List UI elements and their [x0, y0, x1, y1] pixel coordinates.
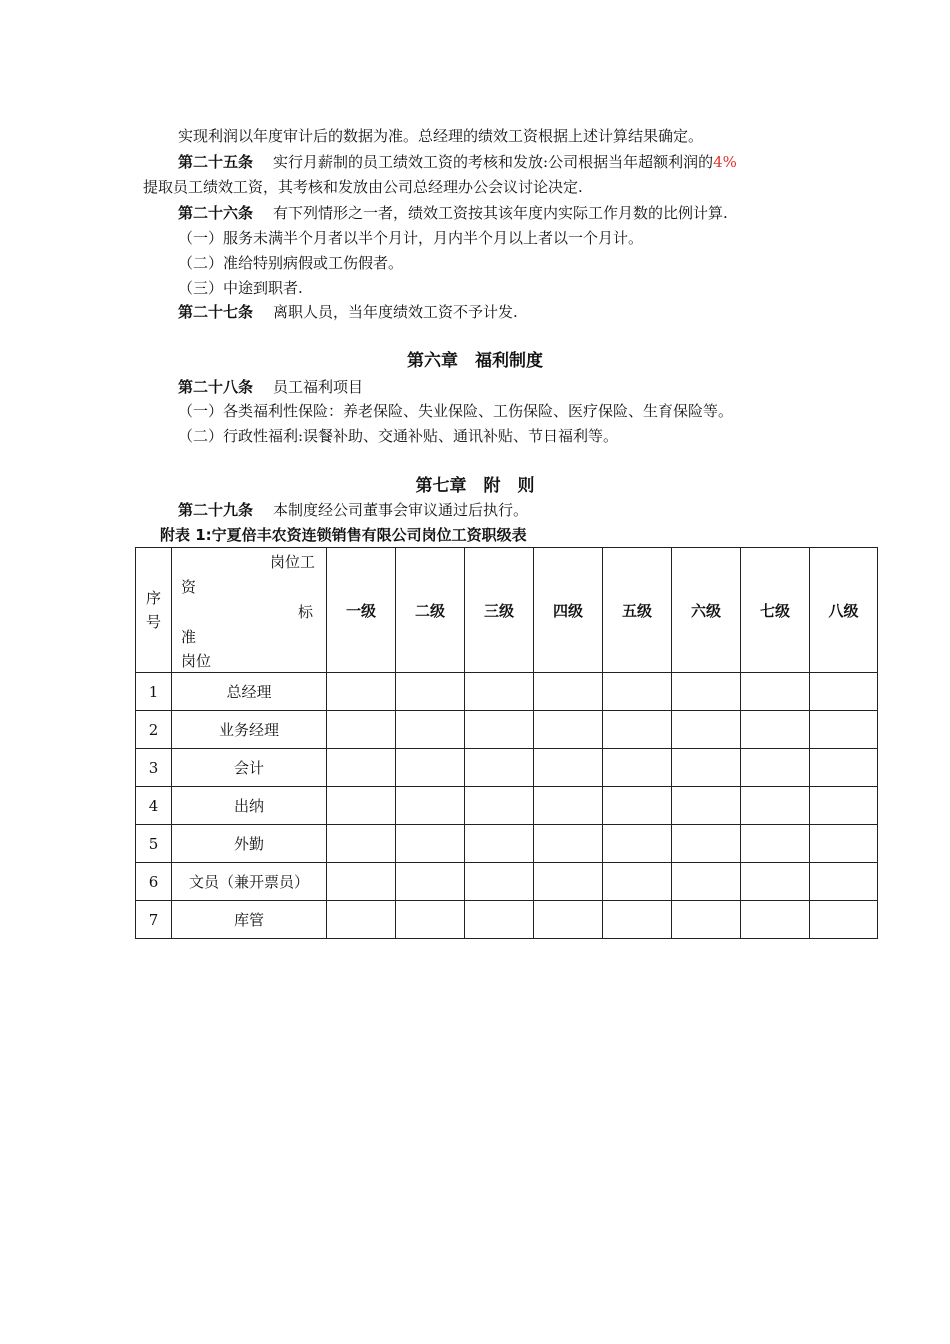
seq-header-line-2: 号 [145, 613, 161, 631]
grade-cell [672, 901, 741, 939]
grade-cell [672, 863, 741, 901]
diag-header-text-5: 岗位 [181, 652, 212, 670]
welfare-item-2 [178, 426, 618, 446]
diag-header-text-4: 准 [181, 628, 197, 646]
grade-cell [465, 787, 534, 825]
grade-cell [603, 787, 672, 825]
grade-cell [603, 749, 672, 787]
level-header: 七级 [741, 548, 810, 673]
grade-cell [327, 863, 396, 901]
post-name: 文员（兼开票员） [172, 863, 327, 901]
paragraph-text: 实现利润以年度审计后的数据为准。总经理的绩效工资根据上述计算结果确定。 [178, 127, 704, 145]
article-label: 第二十八条 [178, 378, 254, 396]
grade-cell [603, 711, 672, 749]
grade-cell [810, 901, 878, 939]
grade-cell [810, 863, 878, 901]
grade-cell [534, 673, 603, 711]
grade-cell [672, 749, 741, 787]
grade-cell [741, 711, 810, 749]
grade-cell [603, 901, 672, 939]
level-header: 六级 [672, 548, 741, 673]
level-header: 五级 [603, 548, 672, 673]
grade-cell [327, 711, 396, 749]
article-28 [178, 377, 363, 397]
grade-cell [741, 863, 810, 901]
item-text: （一）各类福利性保险：养老保险、失业保险、工伤保险、医疗保险、生育保险等。 [178, 402, 734, 420]
post-name: 出纳 [172, 787, 327, 825]
grade-cell [465, 749, 534, 787]
table-header-row [136, 548, 878, 673]
chapter-6-title: 第六章 福利制度 [407, 351, 543, 371]
grade-cell [396, 711, 465, 749]
row-number: 7 [136, 901, 172, 939]
table-row [136, 825, 878, 863]
grade-cell [534, 863, 603, 901]
seq-header-cell [136, 548, 172, 673]
item-text: （一）服务未满半个月者以半个月计，月内半个月以上者以一个月计。 [178, 229, 644, 247]
grade-cell [465, 711, 534, 749]
post-name: 总经理 [172, 673, 327, 711]
grade-cell [396, 787, 465, 825]
grade-cell [672, 787, 741, 825]
article-27 [178, 302, 518, 322]
article-text: 实行月薪制的员工绩效工资的考核和发放:公司根据当年超额利润的 [273, 153, 714, 171]
article-label: 第二十九条 [178, 501, 254, 519]
chapter-7-title: 第七章 附 则 [415, 476, 535, 496]
table-row [136, 673, 878, 711]
grade-cell [810, 711, 878, 749]
grade-cell [396, 749, 465, 787]
grade-cell [603, 673, 672, 711]
table-caption: 附表 1:宁夏倍丰农资连锁销售有限公司岗位工资职级表 [160, 526, 527, 544]
article-label: 第二十五条 [178, 153, 254, 171]
diag-header-text-3: 标 [298, 603, 314, 621]
level-header: 八级 [810, 548, 878, 673]
grade-cell [327, 787, 396, 825]
article-25 [178, 152, 737, 172]
grade-cell [672, 825, 741, 863]
grade-cell [534, 749, 603, 787]
item-text: （二）准给特别病假或工伤假者。 [178, 254, 404, 272]
salary-grade-table [135, 547, 878, 939]
grade-cell [465, 863, 534, 901]
table-row [136, 863, 878, 901]
level-header: 四级 [534, 548, 603, 673]
grade-cell [810, 673, 878, 711]
grade-cell [534, 901, 603, 939]
article-26-item-2 [178, 253, 403, 273]
table-row [136, 901, 878, 939]
grade-cell [603, 825, 672, 863]
grade-cell [327, 901, 396, 939]
grade-cell [465, 673, 534, 711]
article-29 [178, 500, 528, 520]
article-text: 有下列情形之一者，绩效工资按其该年度内实际工作月数的比例计算. [273, 204, 728, 222]
grade-cell [465, 901, 534, 939]
grade-cell [672, 711, 741, 749]
post-name: 库管 [172, 901, 327, 939]
paragraph-profit-basis [178, 126, 703, 146]
level-header: 三级 [465, 548, 534, 673]
post-name: 外勤 [172, 825, 327, 863]
diag-header-text-2: 资 [181, 578, 197, 596]
grade-cell [741, 749, 810, 787]
grade-cell [603, 863, 672, 901]
grade-cell [396, 673, 465, 711]
row-number: 5 [136, 825, 172, 863]
grade-cell [396, 901, 465, 939]
grade-cell [741, 825, 810, 863]
percent-value: 4% [713, 153, 737, 171]
grade-cell [396, 863, 465, 901]
welfare-item-1 [178, 401, 733, 421]
grade-cell [534, 711, 603, 749]
grade-cell [327, 749, 396, 787]
diag-header-text-1: 岗位工 [270, 553, 316, 571]
article-26-item-3 [178, 278, 303, 298]
diagonal-header-cell [172, 548, 327, 673]
article-label: 第二十六条 [178, 204, 254, 222]
grade-cell [741, 673, 810, 711]
table-row [136, 711, 878, 749]
row-number: 1 [136, 673, 172, 711]
grade-cell [327, 825, 396, 863]
post-name: 会计 [172, 749, 327, 787]
article-26-item-1 [178, 228, 643, 248]
row-number: 4 [136, 787, 172, 825]
row-number: 2 [136, 711, 172, 749]
table-row [136, 749, 878, 787]
level-header: 二级 [396, 548, 465, 673]
item-text: （二）行政性福利:误餐补助、交通补贴、通讯补贴、节日福利等。 [178, 427, 619, 445]
article-text: 提取员工绩效工资，其考核和发放由公司总经理办公会议讨论决定. [143, 178, 583, 196]
article-26 [178, 203, 728, 223]
level-header: 一级 [327, 548, 396, 673]
article-text: 本制度经公司董事会审议通过后执行。 [273, 501, 529, 519]
grade-cell [396, 825, 465, 863]
grade-cell [465, 825, 534, 863]
grade-cell [534, 825, 603, 863]
grade-cell [741, 901, 810, 939]
seq-header-line-1: 序 [145, 589, 161, 607]
grade-cell [810, 749, 878, 787]
grade-cell [534, 787, 603, 825]
article-text: 离职人员，当年度绩效工资不予计发. [273, 303, 518, 321]
article-text: 员工福利项目 [273, 378, 364, 396]
grade-cell [810, 787, 878, 825]
item-text: （三）中途到职者. [178, 279, 303, 297]
row-number: 6 [136, 863, 172, 901]
grade-cell [741, 787, 810, 825]
row-number: 3 [136, 749, 172, 787]
post-name: 业务经理 [172, 711, 327, 749]
grade-cell [810, 825, 878, 863]
grade-cell [327, 673, 396, 711]
table-row [136, 787, 878, 825]
grade-cell [672, 673, 741, 711]
article-25-continued [143, 177, 583, 197]
article-label: 第二十七条 [178, 303, 254, 321]
